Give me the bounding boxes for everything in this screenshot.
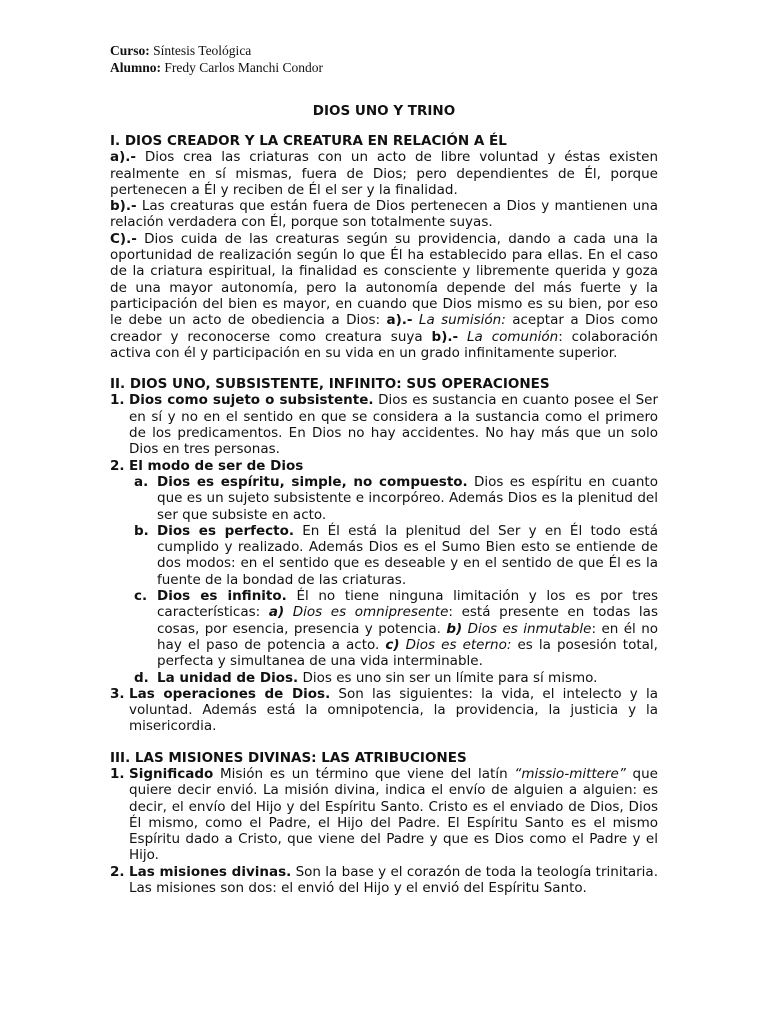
item-term: Significado bbox=[129, 765, 214, 782]
list-marker: 2. bbox=[110, 457, 125, 474]
item-text: Dios es sustancia en cuanto posee el Ser en sí y no en el sentido en que se considera a la sustancia como el primero de los predicamentos. En Dios no hay accidentes. No hay más que un solo Dios en tres personas. bbox=[129, 392, 658, 458]
item-term: Las misiones divinas. bbox=[129, 863, 292, 880]
item-term: Dios como sujeto o subsistente. bbox=[129, 392, 374, 409]
sublist-marker: c. bbox=[134, 588, 148, 605]
inline-term: Dios es eterno: bbox=[399, 636, 512, 653]
item-term: Las operaciones de Dios. bbox=[129, 685, 331, 702]
sublist-marker: d. bbox=[134, 669, 149, 686]
item-text: En Él está la plenitud del Ser y en Él todo está cumplido y realizado. Además Dios es el Sumo Bien esto se entiende de dos modos: en el sentido que es deseable y en el sentido de que Él es la fuente de la bondad de las criaturas. bbox=[157, 522, 658, 588]
inline-term: Dios es inmutable bbox=[462, 620, 592, 637]
item-text: Él no tiene ninguna limitación y los es por tres características: bbox=[157, 588, 658, 621]
list-marker: 3. bbox=[110, 685, 125, 702]
item-text: : está presente en todas las cosas, por esencia, presencia y potencia. bbox=[157, 604, 658, 637]
inline-label: b).- bbox=[431, 328, 459, 345]
list-item bbox=[110, 766, 658, 864]
paragraph-text: : colaboración activa con él y participación en su vida en un grado infinitamente superior. bbox=[110, 328, 658, 361]
inline-label: a) bbox=[268, 604, 285, 621]
paragraph-text: Dios crea las criaturas con un acto de libre voluntad y éstas existen realmente en sí mismas, fuera de Dios; pero dependientes de Él, porque pertenecen a Él y reciben de Él el ser y la finalidad. bbox=[110, 149, 658, 198]
course-label: Curso: bbox=[110, 43, 150, 58]
item-text: que quiere decir envió. La misión divina, indica el envío de alguien a alguien: es decir, el envío del Hijo y del Espíritu Santo. Cristo es el enviado de Dios, Dios Él mismo, como el Padre, el Hijo del Padre. El Espíritu Santo es el mismo Espíritu dado a Cristo, que viene del Padre y que es Dios como el Padre y el Hijo. bbox=[129, 765, 658, 864]
document-header bbox=[110, 42, 768, 76]
item-term: Dios es infinito. bbox=[157, 588, 287, 605]
item-text: Dios es uno sin ser un límite para sí mismo. bbox=[298, 669, 598, 686]
section-1-paragraph-a bbox=[110, 149, 658, 198]
item-text: Son la base y el corazón de toda la teología trinitaria. Las misiones son dos: el envió del Hijo y el envió del Espíritu Santo. bbox=[129, 863, 658, 897]
document-title: DIOS UNO Y TRINO bbox=[312, 103, 456, 119]
section-2-sublist bbox=[110, 474, 658, 686]
list-item bbox=[110, 392, 658, 457]
latin-term: “missio-mittere” bbox=[514, 765, 626, 782]
student-value: Fredy Carlos Manchi Condor bbox=[161, 60, 323, 75]
inline-label: b) bbox=[446, 620, 463, 637]
student-line bbox=[110, 59, 768, 76]
inline-term: La comunión bbox=[458, 328, 559, 345]
sublist-item bbox=[110, 670, 658, 686]
section-3-list bbox=[110, 766, 658, 896]
section-1-paragraph-b bbox=[110, 198, 658, 231]
inline-label: a).- bbox=[386, 312, 413, 329]
paragraph-label: C).- bbox=[110, 230, 137, 247]
sublist-item bbox=[110, 474, 658, 523]
paragraph-text: aceptar a Dios como creador y reconocerse como creatura suya bbox=[110, 312, 658, 345]
list-marker: 1. bbox=[110, 392, 125, 409]
course-line bbox=[110, 42, 768, 59]
paragraph-label: b).- bbox=[110, 198, 137, 215]
item-term: El modo de ser de Dios bbox=[129, 457, 304, 474]
document-body bbox=[110, 133, 658, 896]
section-3-heading: III. LAS MISIONES DIVINAS: LAS ATRIBUCIONES bbox=[110, 749, 467, 766]
paragraph-text: Las creaturas que están fuera de Dios pertenecen a Dios y mantienen una relación verdadera con Él, porque son totalmente suyas. bbox=[110, 198, 658, 231]
item-text: Son las siguientes: la vida, el intelecto y la voluntad. Además está la omnipotencia, la providencia, la justicia y la misericordia. bbox=[129, 685, 658, 735]
sublist-item bbox=[110, 523, 658, 588]
sublist-marker: b. bbox=[134, 522, 149, 539]
list-marker: 1. bbox=[110, 765, 125, 782]
inline-term: Dios es omnipresente bbox=[284, 604, 449, 621]
inline-term: La sumisión: bbox=[412, 312, 506, 329]
item-term: Dios es espíritu, simple, no compuesto. bbox=[157, 473, 468, 490]
section-1-heading: I. DIOS CREADOR Y LA CREATURA EN RELACIÓN A ÉL bbox=[110, 133, 507, 149]
student-label: Alumno: bbox=[110, 60, 162, 75]
sublist-item bbox=[110, 588, 658, 669]
item-text: es la posesión total, perfecta y simultanea de una vida interminable. bbox=[157, 636, 658, 670]
section-1-paragraph-c bbox=[110, 231, 658, 361]
list-marker: 2. bbox=[110, 863, 125, 880]
item-text: : en él no hay el paso de potencia a acto. bbox=[157, 620, 659, 653]
paragraph-label: a).- bbox=[110, 149, 137, 166]
sublist-marker: a. bbox=[134, 473, 149, 490]
list-item bbox=[110, 458, 658, 474]
list-item bbox=[110, 864, 658, 897]
list-item bbox=[110, 686, 658, 735]
item-text: Misión es un término que viene del latín bbox=[213, 765, 515, 782]
paragraph-text: Dios cuida de las creaturas según su providencia, dando a cada una la oportunidad de realización según lo que Él ha establecido para ellas. En el caso de la criatura espiritual, la finalidad es consciente y libremente querida y goza de una mayor autonomía, pero la autonomía depende del más fuerte y la participación del bien es mayor, en cuando que Dios mismo es su bien, por eso le debe un acto de obediencia a Dios: bbox=[110, 230, 658, 329]
inline-label: c) bbox=[385, 636, 400, 653]
item-term: La unidad de Dios. bbox=[157, 669, 299, 686]
item-term: Dios es perfecto. bbox=[157, 522, 294, 539]
item-text: Dios es espíritu en cuanto que es un sujeto subsistente e incorpóreo. Además Dios es la plenitud del ser que subsiste en acto. bbox=[157, 473, 658, 523]
section-2-heading: II. DIOS UNO, SUBSISTENTE, INFINITO: SUS OPERACIONES bbox=[110, 376, 550, 393]
course-value: Síntesis Teológica bbox=[149, 43, 252, 58]
section-2-list bbox=[110, 392, 658, 473]
section-2-list-continued bbox=[110, 686, 658, 735]
